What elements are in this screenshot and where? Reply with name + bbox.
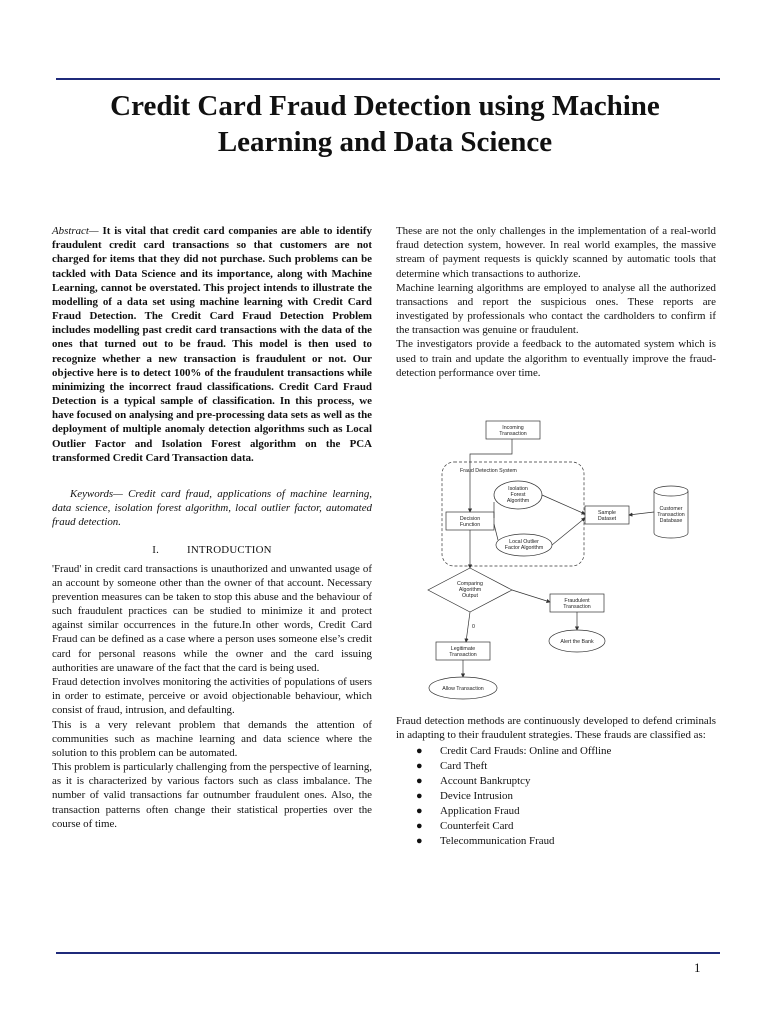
fraudulent-label-2: Transaction — [563, 604, 591, 610]
db-label-3: Database — [659, 518, 683, 524]
db-label-1: Customer — [659, 506, 683, 512]
connector — [629, 512, 654, 515]
incoming-label-1: Incoming — [502, 425, 524, 431]
bullet-icon: ● — [416, 775, 423, 788]
footer-rule — [56, 952, 720, 954]
legit-label-2: Transaction — [449, 652, 477, 658]
paragraph: 'Fraud' in credit card transactions is unauthorized and unwanted usage of an account by someone other than the owner of that account. Necessary prevention measures can be taken to stop this abuse and the behaviour of such fraudulent practices can be studied to minimize it and protect against similar occurrences in the future.In other words, Credit Card Fraud can be defined as a case where a person uses someone else’s credit card for personal reasons while the owner and the card issuing authorities are unaware of the fact that the card is being used. — [52, 562, 372, 674]
isolation-label-3: Algorithm — [506, 498, 530, 504]
decision-label-2: Function — [459, 522, 481, 528]
right-column — [396, 224, 716, 380]
list-item: ● Credit Card Frauds: Online and Offline — [416, 745, 612, 758]
connector — [542, 495, 585, 514]
lof-label-2: Factor Algorithm — [504, 545, 544, 551]
paragraph: This is a very relevant problem that demands the attention of communities such as machine learning and data science where the solution to this problem can be automated. — [52, 718, 372, 759]
connector — [552, 518, 585, 545]
compare-label-1: Comparing — [457, 581, 483, 587]
left-column — [52, 224, 372, 831]
paragraph: The investigators provide a feedback to the automated system which is used to train and update the algorithm to eventually improve the fraud-detection performance over time. — [396, 338, 716, 379]
paragraph: These are not the only challenges in the implementation of a real-world fraud detection system, however. In real world examples, the massive stream of payment requests is quickly scanned by automatic tools that determine which transactions to authorize. — [396, 225, 716, 280]
paragraph: This problem is particularly challenging from the perspective of learning, as it is characterized by various factors such as class imbalance. The number of valid transactions far outnumber fraudulent ones. Also, the transaction patterns often change their statistical properties over the course of time. — [52, 761, 372, 830]
section-title: INTRODUCTION — [187, 544, 272, 557]
zero-label: 0 — [472, 624, 475, 630]
paragraph: Fraud detection involves monitoring the activities of populations of users in order to estimate, perceive or avoid objectionable behaviour, which consist of fraud, intrusion, and defaulting. — [52, 675, 372, 717]
connector — [512, 590, 550, 602]
db-label-2: Transaction — [657, 512, 685, 518]
sample-label-2: Dataset — [597, 516, 617, 522]
abstract — [52, 224, 372, 465]
abstract-text: It is vital that credit card companies are able to identify fraudulent credit card transactions so that customers are not charged for items that they did not purchase. Such problems can be tackled with Data Science and its importance, along with Machine Learning, cannot be overstated. This project intends to illustrate the modelling of a data set using machine learning with Credit Card Fraud Detection. The Credit Card Fraud Detection Problem includes modelling past credit card transactions with the data of the ones that turned out to be fraud. This model is then used to recognize whether a new transaction is fraudulent or not. Our objective here is to detect 100% of the fraudulent transactions while minimizing the incorrect fraud classifications. Credit Card Fraud Detection is a typical sample of classification. In this process, we have focused on analysing and pre-processing data sets as well as the deployment of multiple anomaly detection algorithms such as Local Outlier Factor and Isolation Forest algorithm on the PCA transformed Credit Card Transaction data. — [52, 225, 372, 464]
abstract-label: Abstract— — [52, 225, 99, 237]
paragraph: Fraud detection methods are continuously developed to defend criminals in adapting to their fraudulent strategies. These frauds are classified as: — [396, 715, 716, 742]
bullet-icon: ● — [416, 820, 423, 833]
compare-label-2: Algorithm — [458, 587, 482, 593]
page-number: 1 — [694, 960, 701, 975]
fraud-types-list — [396, 744, 716, 849]
lof-label-1: Local Outlier — [509, 539, 539, 545]
list-item: ● Card Theft — [416, 760, 488, 773]
connector — [466, 612, 470, 642]
bullet-icon: ● — [416, 745, 423, 758]
legit-label-1: Legitimate — [450, 646, 476, 652]
fraud-types-section — [396, 714, 716, 849]
paragraph: Machine learning algorithms are employed to analyse all the authorized transactions and report the suspicious ones. These reports are investigated by professionals who contact the cardholders to confirm if the transaction was genuine or fraudulent. — [396, 281, 716, 337]
list-item: ● Account Bankruptcy — [416, 775, 531, 788]
connector — [494, 524, 498, 540]
bullet-icon: ● — [416, 835, 423, 848]
database-top — [654, 486, 688, 496]
fraudulent-label-1: Fraudulent — [564, 598, 590, 604]
list-item: ● Counterfeit Card — [416, 820, 514, 833]
system-label: Fraud Detection System — [460, 468, 517, 474]
allow-label: Allow Transaction — [442, 686, 484, 692]
decision-label-1: Decision — [459, 516, 481, 522]
section-number: I. — [152, 544, 160, 557]
bullet-icon: ● — [416, 805, 423, 818]
bullet-icon: ● — [416, 790, 423, 803]
isolation-label-2: Forest — [510, 492, 526, 498]
compare-label-3: Output — [462, 593, 478, 599]
bullet-icon: ● — [416, 760, 423, 773]
keywords: Keywords— Credit card fraud, applications of machine learning, data science, isolation forest algorithm, local outlier factor, automated fraud detection. — [52, 487, 372, 529]
alert-label: Alert the Bank — [560, 639, 594, 645]
isolation-label-1: Isolation — [508, 486, 528, 492]
header-rule — [56, 78, 720, 80]
list-item: ● Application Fraud — [416, 805, 520, 818]
section-heading — [52, 543, 372, 557]
list-item: ● Telecommunication Fraud — [416, 835, 555, 848]
incoming-label-2: Transaction — [499, 431, 527, 437]
sample-label-1: Sample — [598, 510, 616, 516]
fraud-detection-flowchart — [420, 418, 690, 708]
list-item: ● Device Intrusion — [416, 790, 513, 803]
paper-title: Credit Card Fraud Detection using Machine Learning and Data Science — [110, 90, 660, 159]
